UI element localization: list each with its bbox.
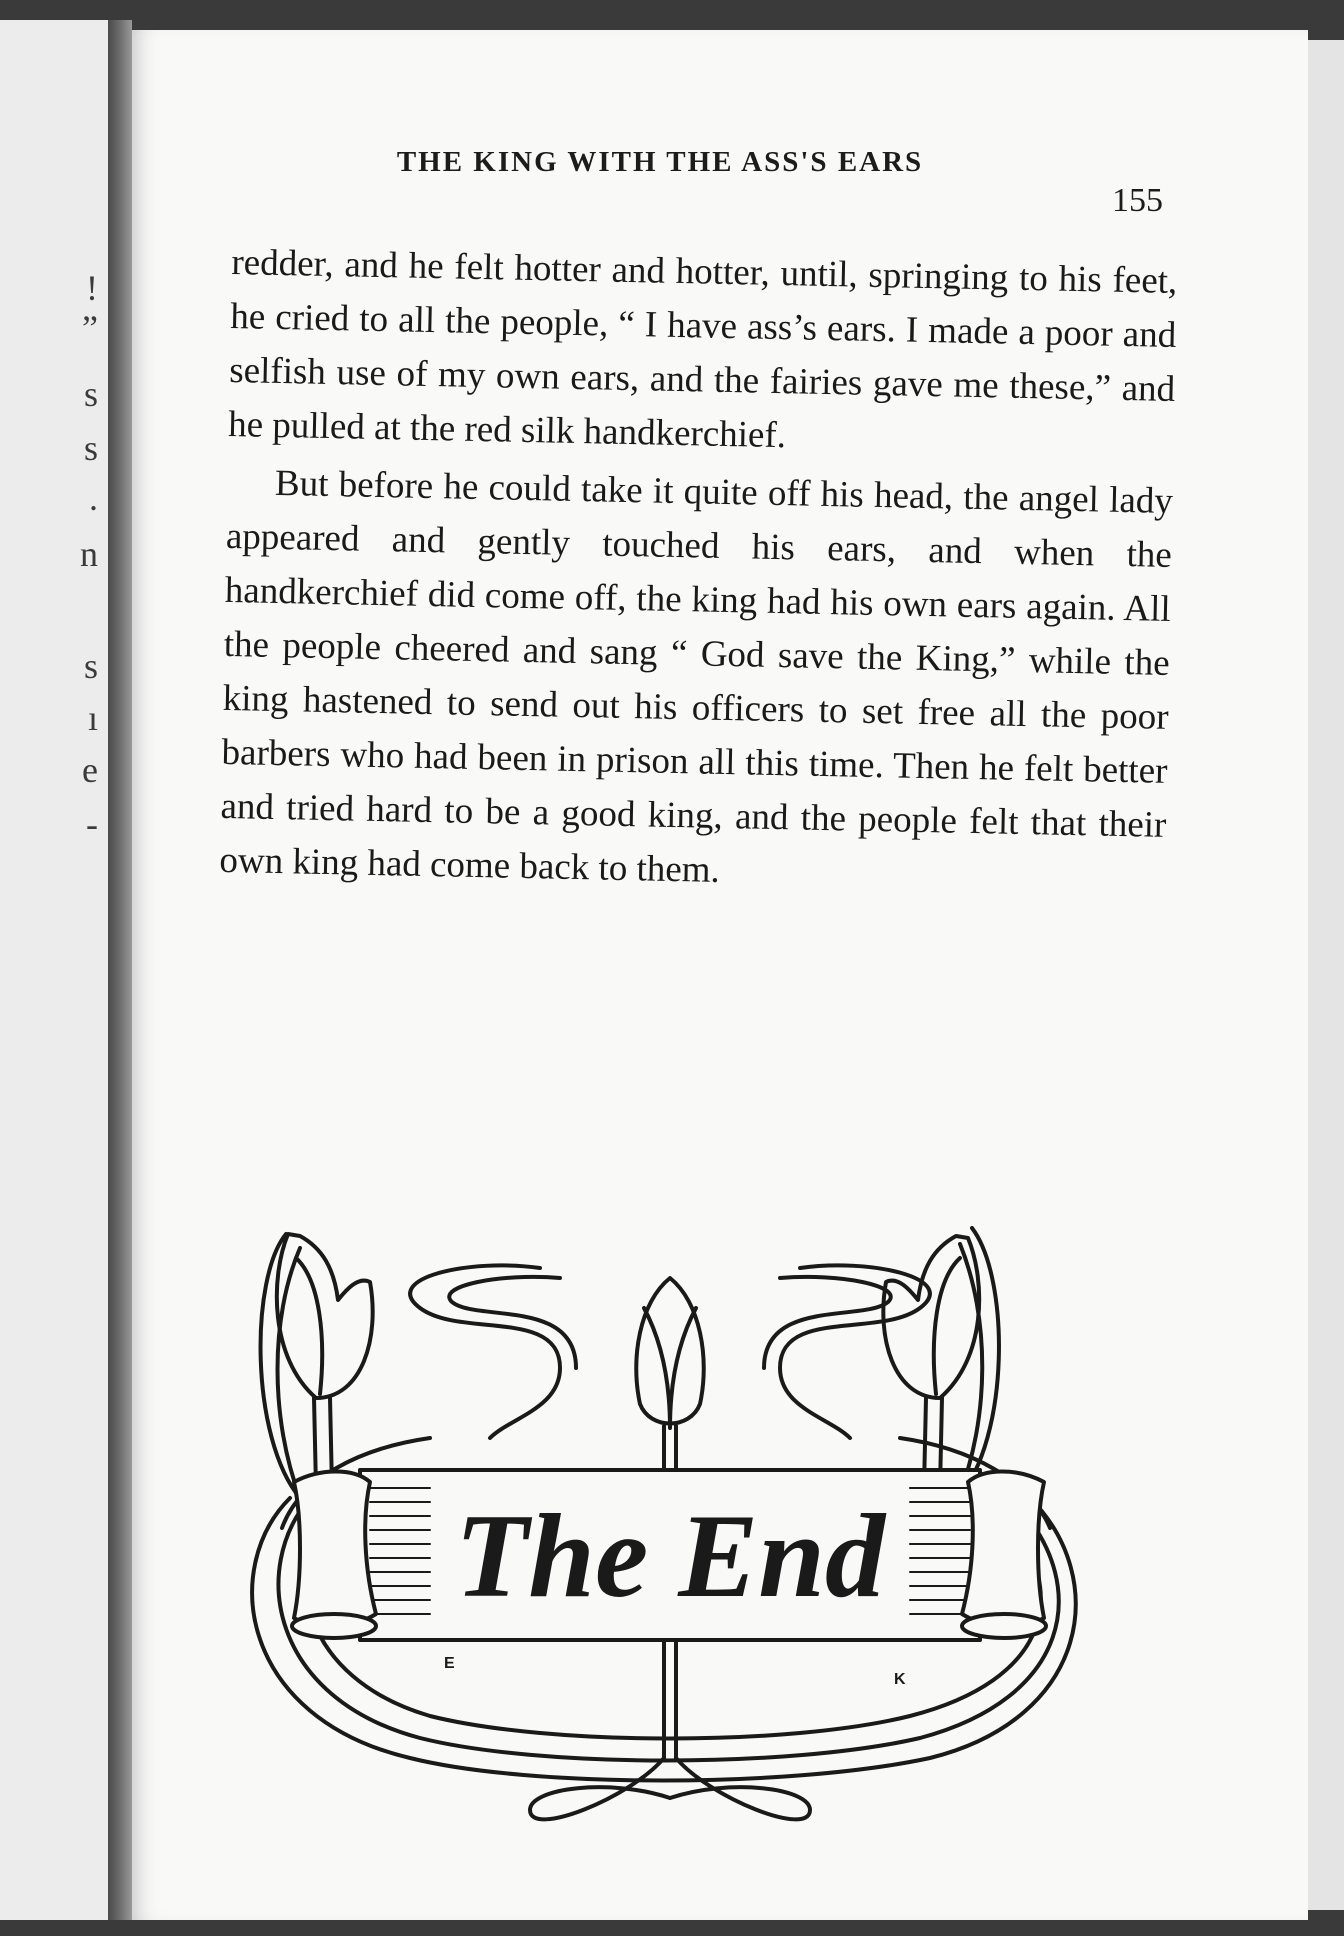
swirl-flourish	[410, 1265, 560, 1438]
scroll-roll-left	[294, 1472, 376, 1627]
swirl-flourish	[780, 1265, 930, 1438]
artist-initial-left: E	[444, 1655, 455, 1672]
tulip-center-petal	[644, 1308, 696, 1428]
tulip-right-petal	[934, 1258, 960, 1394]
tulip-left	[277, 1234, 373, 1398]
left-page-fragment: -	[86, 804, 98, 844]
scroll-roll-right	[962, 1472, 1044, 1627]
lower-loop	[670, 1758, 810, 1819]
body-text	[219, 236, 1178, 907]
page-number: 155	[1112, 182, 1163, 219]
left-page-fragment: ”	[82, 308, 98, 348]
tulip-left-leaf	[261, 1234, 300, 1498]
scroll-roll-right-end	[962, 1614, 1046, 1638]
page-right-edge	[1308, 40, 1344, 1910]
left-page-fragment: s	[83, 374, 98, 414]
left-page-fragment: .	[89, 478, 98, 518]
tulip-left-petal	[296, 1258, 322, 1394]
left-page-fragment: e	[82, 750, 98, 790]
the-end-ornament	[230, 1198, 1110, 1936]
left-page-fragment: !	[86, 268, 98, 308]
left-page-edge	[0, 20, 108, 1920]
left-page-fragment: s	[83, 646, 98, 686]
paragraph: But before he could take it quite off his head, the angel lady appeared and gently touched his ears, and when the handkerchief did come off, the king had his own ears again. All the people cheered and sang “ God save the King,” while the king hastened to send out his officers to set free all the poor barbers who had been in prison all this time. Then he felt better and tried hard to be a good king, and the people felt that their own king had come back to them.	[219, 462, 1174, 891]
running-head: THE KING WITH THE ASS'S EARS	[396, 146, 924, 178]
left-page-fragment: ı	[87, 698, 98, 738]
artist-initial-right: K	[894, 1671, 906, 1688]
paragraph: redder, and he felt hotter and hotter, until, springing to his feet, he cried to all the people, “ I have ass’s ears. I made a poor and selfish use of my own ears, and the fairies gave me these,” and he pulled at the red silk handkerchief.	[227, 241, 1178, 457]
lower-loop	[530, 1758, 670, 1819]
scroll-roll-left-end	[292, 1614, 376, 1638]
tulip-center-stem	[664, 1426, 676, 1470]
left-page-fragment: n	[80, 534, 98, 574]
left-page-fragment: s	[83, 428, 98, 468]
banner-text: The End	[454, 1489, 886, 1622]
book-gutter	[108, 20, 132, 1920]
